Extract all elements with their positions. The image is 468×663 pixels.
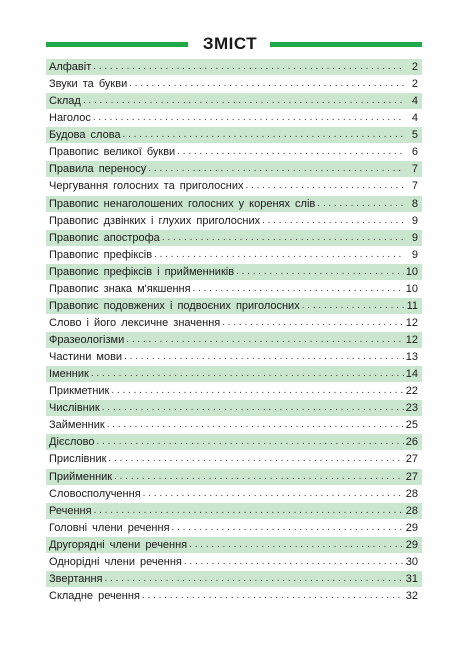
toc-entry[interactable] bbox=[46, 349, 422, 366]
toc-entry-label: Іменник bbox=[49, 368, 89, 381]
toc-entry-label: Числівник bbox=[49, 402, 100, 415]
toc-entry-page-number: 8 bbox=[411, 197, 418, 210]
toc-entry[interactable] bbox=[46, 366, 422, 383]
toc-entry-page-number: 25 bbox=[405, 419, 418, 432]
toc-entry-page-number: 10 bbox=[405, 282, 418, 295]
toc-entry[interactable] bbox=[46, 178, 422, 195]
toc-entry-label: Правопис префіксів bbox=[49, 248, 153, 261]
toc-entry[interactable] bbox=[46, 571, 422, 588]
toc-entry-page-number: 5 bbox=[411, 129, 418, 142]
dot-leader bbox=[91, 368, 404, 380]
toc-entry-label: Слово і його лексичне значення bbox=[49, 316, 221, 329]
toc-entry[interactable] bbox=[46, 127, 422, 144]
toc-entry-label: Фразеологізми bbox=[49, 334, 125, 347]
page-title: ЗМІСТ bbox=[202, 34, 258, 53]
dot-leader bbox=[83, 95, 404, 107]
toc-entry[interactable] bbox=[46, 383, 422, 400]
dot-leader bbox=[302, 300, 404, 312]
toc-entry[interactable] bbox=[46, 520, 422, 537]
toc-entry-label: Правила переносу bbox=[49, 163, 147, 176]
dot-leader bbox=[94, 505, 404, 517]
dot-leader bbox=[142, 590, 404, 602]
toc-entry[interactable] bbox=[46, 298, 422, 315]
dot-leader bbox=[246, 180, 405, 192]
toc-entry-label: Частини мови bbox=[49, 351, 123, 364]
toc-entry-page-number: 11 bbox=[406, 299, 418, 312]
toc-entry-label: Звертання bbox=[49, 572, 103, 585]
toc-entry-label: Прикметник bbox=[49, 385, 110, 398]
toc-entry-label: Другорядні члени речення bbox=[49, 538, 188, 551]
dot-leader bbox=[107, 419, 404, 431]
toc-entry-page-number: 7 bbox=[411, 163, 418, 176]
toc-entry[interactable] bbox=[46, 417, 422, 434]
dot-leader bbox=[114, 471, 404, 483]
toc-entry[interactable] bbox=[46, 486, 422, 503]
dot-leader bbox=[184, 556, 404, 568]
toc-entry-label: Правопис великої букви bbox=[49, 146, 176, 159]
toc-entry-label: Алфавіт bbox=[49, 61, 92, 74]
toc-entry-page-number: 9 bbox=[411, 231, 418, 244]
toc-entry-page-number: 2 bbox=[411, 78, 418, 91]
toc-entry-page-number: 27 bbox=[405, 453, 418, 466]
toc-entry[interactable] bbox=[46, 537, 422, 554]
dot-leader bbox=[143, 488, 404, 500]
toc-entry-label: Дієслово bbox=[49, 436, 95, 449]
toc-entry-label: Займенник bbox=[49, 419, 105, 432]
toc-entry-page-number: 28 bbox=[405, 504, 418, 517]
toc-entry-page-number: 30 bbox=[405, 555, 418, 568]
dot-leader bbox=[177, 146, 404, 158]
toc-entry-page-number: 12 bbox=[405, 334, 418, 347]
toc-entry-label: Звуки та букви bbox=[49, 78, 128, 91]
toc-entry-page-number: 31 bbox=[405, 572, 418, 585]
toc-entry-page-number: 9 bbox=[411, 214, 418, 227]
toc-entry[interactable] bbox=[46, 503, 422, 520]
toc-entry-page-number: 22 bbox=[405, 385, 418, 398]
toc-entry-page-number: 7 bbox=[411, 180, 418, 193]
dot-leader bbox=[148, 163, 404, 175]
dot-leader bbox=[97, 436, 404, 448]
toc-entry-page-number: 6 bbox=[411, 146, 418, 159]
toc-entry[interactable] bbox=[46, 434, 422, 451]
toc-header bbox=[46, 34, 422, 54]
toc-entry[interactable] bbox=[46, 400, 422, 417]
dot-leader bbox=[93, 61, 404, 73]
toc-entry-label: Наголос bbox=[49, 112, 91, 125]
dot-leader bbox=[162, 232, 404, 244]
header-rule-left bbox=[46, 42, 188, 47]
toc-entry-label: Правопис дзвінких і глухих приголосних bbox=[49, 214, 261, 227]
toc-entry-page-number: 4 bbox=[411, 112, 418, 125]
dot-leader bbox=[108, 453, 403, 465]
dot-leader bbox=[129, 78, 404, 90]
toc-entry-page-number: 12 bbox=[405, 316, 418, 329]
header-rule-right bbox=[270, 42, 422, 47]
toc-entry-label: Складне речення bbox=[49, 589, 140, 602]
dot-leader bbox=[222, 317, 404, 329]
dot-leader bbox=[102, 402, 404, 414]
dot-leader bbox=[172, 522, 404, 534]
toc-entry-label: Словосполучення bbox=[49, 487, 141, 500]
toc-entry[interactable] bbox=[46, 110, 422, 127]
toc-entry[interactable] bbox=[46, 93, 422, 110]
dot-leader bbox=[111, 385, 403, 397]
dot-leader bbox=[126, 334, 403, 346]
toc-entry-page-number: 10 bbox=[405, 265, 418, 278]
toc-entry-page-number: 28 bbox=[405, 487, 418, 500]
toc-entry-label: Правопис ненаголошених голосних у коренях слів bbox=[49, 197, 316, 210]
dot-leader bbox=[236, 266, 404, 278]
toc-entry-page-number: 23 bbox=[405, 402, 418, 415]
toc-entry-label: Будова слова bbox=[49, 129, 121, 142]
toc-entry[interactable] bbox=[46, 76, 422, 93]
dot-leader bbox=[317, 198, 404, 210]
toc-entry[interactable] bbox=[46, 247, 422, 264]
table-of-contents bbox=[46, 59, 422, 605]
toc-entry[interactable] bbox=[46, 264, 422, 281]
toc-entry[interactable] bbox=[46, 315, 422, 332]
toc-entry-label: Склад bbox=[49, 95, 81, 108]
toc-entry-page-number: 13 bbox=[405, 351, 418, 364]
toc-entry-page-number: 4 bbox=[411, 95, 418, 108]
toc-entry-label: Речення bbox=[49, 504, 92, 517]
dot-leader bbox=[105, 573, 404, 585]
toc-entry[interactable] bbox=[46, 281, 422, 298]
toc-entry[interactable] bbox=[46, 213, 422, 230]
dot-leader bbox=[193, 283, 404, 295]
toc-entry[interactable] bbox=[46, 469, 422, 486]
toc-entry-label: Правопис префіксів і прийменників bbox=[49, 265, 235, 278]
dot-leader bbox=[93, 112, 404, 124]
toc-entry-label: Прийменник bbox=[49, 470, 113, 483]
toc-entry-label: Прислівник bbox=[49, 453, 107, 466]
dot-leader bbox=[124, 351, 404, 363]
dot-leader bbox=[123, 129, 404, 141]
toc-entry-label: Правопис подовжених і подвоєних приголосних bbox=[49, 299, 300, 312]
toc-entry[interactable] bbox=[46, 554, 422, 571]
toc-entry-label: Головні члени речення bbox=[49, 521, 170, 534]
toc-entry[interactable] bbox=[46, 59, 422, 76]
toc-entry-page-number: 14 bbox=[405, 368, 418, 381]
toc-entry-label: Однорідні члени речення bbox=[49, 555, 182, 568]
toc-entry-label: Правопис знака м'якшення bbox=[49, 282, 191, 295]
toc-entry[interactable] bbox=[46, 451, 422, 468]
toc-entry[interactable] bbox=[46, 230, 422, 247]
toc-entry[interactable] bbox=[46, 588, 422, 605]
dot-leader bbox=[262, 215, 404, 227]
toc-entry[interactable] bbox=[46, 332, 422, 349]
toc-entry[interactable] bbox=[46, 196, 422, 213]
toc-entry-page-number: 9 bbox=[411, 248, 418, 261]
toc-entry[interactable] bbox=[46, 144, 422, 161]
dot-leader bbox=[154, 249, 404, 261]
toc-entry-label: Чергування голосних та приголосних bbox=[49, 180, 244, 193]
toc-entry-label: Правопис апострофа bbox=[49, 231, 160, 244]
toc-entry-page-number: 2 bbox=[411, 61, 418, 74]
toc-entry-page-number: 32 bbox=[405, 589, 418, 602]
toc-entry-page-number: 26 bbox=[405, 436, 418, 449]
toc-entry-page-number: 29 bbox=[405, 538, 418, 551]
toc-entry-page-number: 27 bbox=[405, 470, 418, 483]
toc-entry[interactable] bbox=[46, 161, 422, 178]
dot-leader bbox=[189, 539, 404, 551]
toc-entry-page-number: 29 bbox=[405, 521, 418, 534]
